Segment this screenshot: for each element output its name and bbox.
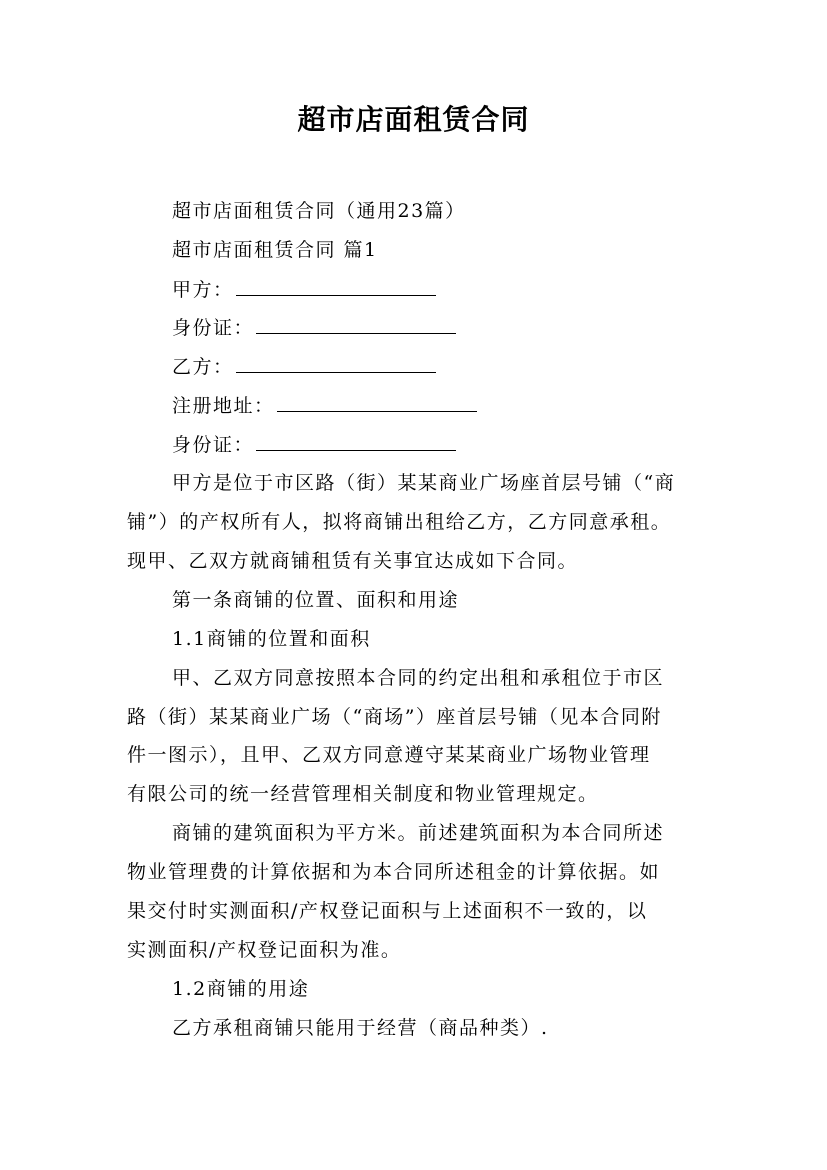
party-b-field xyxy=(172,354,436,380)
registered-address-blank xyxy=(277,393,477,412)
party-a-id-blank xyxy=(256,315,456,334)
para1-line2: 铺”）的产权所有人，拟将商铺出租给乙方，乙方同意承租。 xyxy=(127,511,672,533)
document-subtitle: 超市店面租赁合同（通用23篇） xyxy=(172,200,466,222)
registered-address-field xyxy=(172,393,477,419)
para1-line3: 现甲、乙双方就商铺租赁有关事宜达成如下合同。 xyxy=(127,550,579,572)
para2-line3: 件一图示），且甲、乙双方同意遵守某某商业广场物业管理 xyxy=(127,744,651,766)
article1-heading: 第一条商铺的位置、面积和用途 xyxy=(172,589,460,611)
para3-line4: 实测面积/产权登记面积为准。 xyxy=(127,939,402,961)
registered-address-label: 注册地址： xyxy=(172,395,275,417)
para2-line4: 有限公司的统一经营管理相关制度和物业管理规定。 xyxy=(127,783,599,805)
party-a-id-label: 身份证： xyxy=(172,317,255,339)
clause-1-1-heading: 1.1商铺的位置和面积 xyxy=(172,628,371,650)
para3-line3: 果交付时实测面积/产权登记面积与上述面积不一致的，以 xyxy=(127,900,648,922)
party-a-label: 甲方： xyxy=(172,279,234,301)
party-b-id-field xyxy=(172,432,456,458)
party-b-id-label: 身份证： xyxy=(172,434,255,456)
clause-1-2-heading: 1.2商铺的用途 xyxy=(172,978,310,1000)
para1-line1: 甲方是位于市区路（街）某某商业广场座首层号铺（“商 xyxy=(172,472,676,494)
party-a-id-field xyxy=(172,315,456,341)
party-b-label: 乙方： xyxy=(172,356,234,378)
para3-line2: 物业管理费的计算依据和为本合同所述租金的计算依据。如 xyxy=(127,861,661,883)
party-b-id-blank xyxy=(256,432,456,451)
para2-line1: 甲、乙双方同意按照本合同的约定出租和承租位于市区 xyxy=(172,667,665,689)
para2-line2: 路（街）某某商业广场（“商场”）座首层号铺（见本合同附 xyxy=(127,706,662,728)
party-b-blank xyxy=(236,354,436,373)
document-title: 超市店面租赁合同 xyxy=(297,103,530,136)
party-a-field xyxy=(172,277,436,303)
para4-line1: 乙方承租商铺只能用于经营（商品种类）. xyxy=(172,1017,549,1039)
party-a-blank xyxy=(236,277,436,296)
section-heading: 超市店面租赁合同 篇1 xyxy=(172,239,378,261)
para3-line1: 商铺的建筑面积为平方米。前述建筑面积为本合同所述 xyxy=(172,822,665,844)
